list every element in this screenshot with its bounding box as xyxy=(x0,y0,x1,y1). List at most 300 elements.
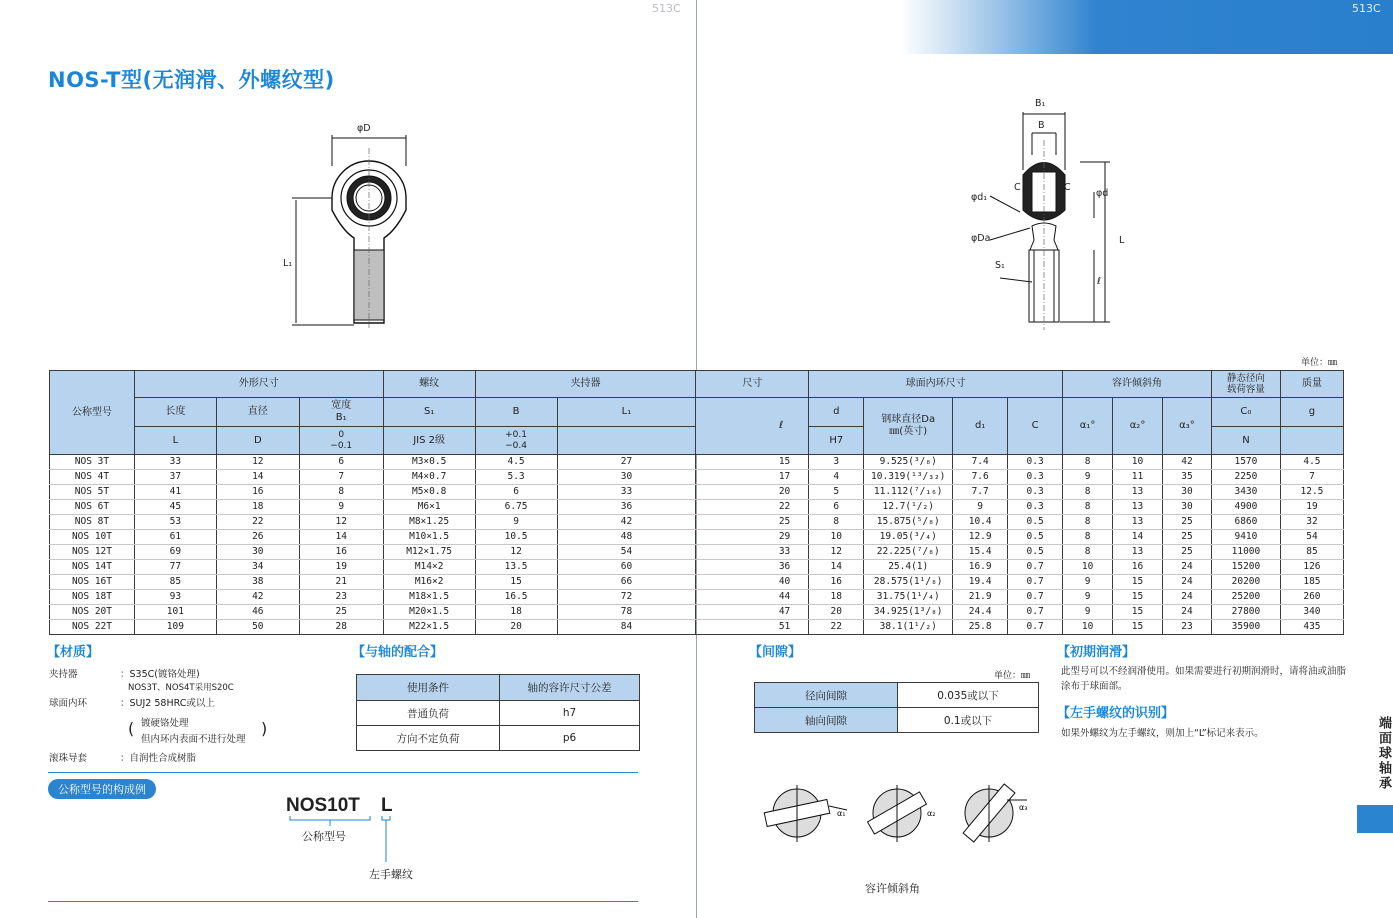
shaft-fit-header-tolerance: 轴的容许尺寸公差 xyxy=(500,675,640,701)
clearance-radial-label: 径向间隙 xyxy=(755,683,898,708)
label-L1: L₁ xyxy=(283,258,293,269)
model-example-pill: 公称型号的构成例 xyxy=(48,779,156,799)
value-cell: 33 xyxy=(557,485,696,500)
value-cell: 16 xyxy=(216,485,299,500)
value-cell: 25.8 xyxy=(953,620,1008,635)
value-cell: 10.4 xyxy=(953,515,1008,530)
value-cell: 24 xyxy=(1163,590,1212,605)
value-cell: 53 xyxy=(134,515,216,530)
value-cell: 15 xyxy=(1113,605,1163,620)
material-guide-label: 滚珠导套 xyxy=(49,753,88,764)
model-cell: NOS 10T xyxy=(50,530,135,545)
value-cell: 4900 xyxy=(1211,500,1280,515)
clearance-radial-value: 0.035或以下 xyxy=(898,683,1039,708)
sub-l: ℓ xyxy=(696,398,809,455)
value-cell: 3 xyxy=(809,455,864,470)
table-row xyxy=(50,515,1344,530)
value-cell: M16×2 xyxy=(383,575,475,590)
value-cell: 15 xyxy=(1113,590,1163,605)
value-cell: 66 xyxy=(557,575,696,590)
value-cell: M20×1.5 xyxy=(383,605,475,620)
value-cell: 13 xyxy=(1113,500,1163,515)
value-cell: 45 xyxy=(134,500,216,515)
unit-label: 单位：㎜ xyxy=(1301,358,1338,368)
col-thread: 螺纹 xyxy=(383,371,475,398)
value-cell: 85 xyxy=(134,575,216,590)
page-number-right: 513C xyxy=(1352,2,1381,15)
value-cell: M12×1.75 xyxy=(383,545,475,560)
value-cell: 25 xyxy=(299,605,383,620)
sub-B-tol: +0.1 −0.4 xyxy=(475,427,557,455)
lubrication-text: 此型号可以不经润滑使用。如果需要进行初期润滑时，请将油或油脂涂布于球面部。 xyxy=(1061,666,1347,692)
value-cell: M18×1.5 xyxy=(383,590,475,605)
material-ring-note1: 镀硬铬处理 xyxy=(141,718,189,729)
value-cell: 16.5 xyxy=(475,590,557,605)
tilt-angle-diagram xyxy=(757,780,1047,850)
value-cell: 22.225(⁷/₈) xyxy=(864,545,953,560)
value-cell: 2250 xyxy=(1211,470,1280,485)
value-cell: 42 xyxy=(216,590,299,605)
value-cell: 101 xyxy=(134,605,216,620)
value-cell: 8 xyxy=(1063,500,1113,515)
clearance-table xyxy=(754,682,1039,733)
value-cell: 19 xyxy=(299,560,383,575)
value-cell: 24 xyxy=(1163,560,1212,575)
clearance-axial-value: 0.1或以下 xyxy=(898,708,1039,733)
value-cell: 27800 xyxy=(1211,605,1280,620)
value-cell: 126 xyxy=(1280,560,1343,575)
model-cell: NOS 3T xyxy=(50,455,135,470)
value-cell: 9 xyxy=(953,500,1008,515)
value-cell: 25.4(1) xyxy=(864,560,953,575)
value-cell: 0.5 xyxy=(1008,545,1063,560)
rod-end-side-drawing xyxy=(960,100,1140,335)
value-cell: 51 xyxy=(696,620,809,635)
label-D: φD xyxy=(357,123,371,134)
value-cell: 15 xyxy=(1113,575,1163,590)
table-row xyxy=(50,530,1344,545)
col-mass: 质量 xyxy=(1280,371,1343,398)
value-cell: 13 xyxy=(1113,545,1163,560)
value-cell: 0.3 xyxy=(1008,455,1063,470)
section-rule-bottom xyxy=(48,901,638,902)
value-cell: 84 xyxy=(557,620,696,635)
shaft-fit-cell: p6 xyxy=(500,726,640,751)
paren-right: ) xyxy=(261,719,268,738)
value-cell: 0.7 xyxy=(1008,590,1063,605)
value-cell: 24.4 xyxy=(953,605,1008,620)
value-cell: 50 xyxy=(216,620,299,635)
label-C-left: C xyxy=(1014,182,1021,193)
value-cell: 40 xyxy=(696,575,809,590)
paren-left: ( xyxy=(128,719,135,738)
value-cell: 30 xyxy=(557,470,696,485)
value-cell: 14 xyxy=(809,560,864,575)
material-ring-value: ：SUJ2 58HRC或以上 xyxy=(120,698,215,709)
value-cell: 6 xyxy=(299,455,383,470)
model-cell: NOS 4T xyxy=(50,470,135,485)
clearance-heading: 【间隙】 xyxy=(749,645,802,660)
value-cell: 11.112(⁷/₁₆) xyxy=(864,485,953,500)
value-cell: 16 xyxy=(1113,560,1163,575)
value-cell: 15 xyxy=(475,575,557,590)
value-cell: 10 xyxy=(1063,620,1113,635)
sub-width: 宽度 B₁ xyxy=(299,398,383,427)
model-example-label-left: 左手螺纹 xyxy=(369,868,413,881)
value-cell: 8 xyxy=(809,515,864,530)
value-cell: 12 xyxy=(809,545,864,560)
sub-L1: L₁ xyxy=(557,398,696,427)
value-cell: 1570 xyxy=(1211,455,1280,470)
material-holder-value: ：S35C(镀铬处理) xyxy=(120,669,200,680)
value-cell: 22 xyxy=(216,515,299,530)
value-cell: 14 xyxy=(216,470,299,485)
tilt-label-a2: α₂ xyxy=(927,809,936,818)
sub-a3: α₃° xyxy=(1163,398,1212,455)
clearance-unit: 单位：㎜ xyxy=(994,671,1031,681)
value-cell: 12.9 xyxy=(953,530,1008,545)
label-d1: φd₁ xyxy=(971,192,988,203)
value-cell: 15200 xyxy=(1211,560,1280,575)
model-example-suffix: L xyxy=(381,795,393,816)
col-outer-dimensions: 外形尺寸 xyxy=(134,371,383,398)
sub-B1-tol: 0 −0.1 xyxy=(299,427,383,455)
value-cell: 6860 xyxy=(1211,515,1280,530)
value-cell: 35900 xyxy=(1211,620,1280,635)
value-cell: 16 xyxy=(299,545,383,560)
material-ring-label: 球面内环 xyxy=(49,698,88,709)
value-cell: 13.5 xyxy=(475,560,557,575)
sub-jis: JIS 2级 xyxy=(383,427,475,455)
label-B: B xyxy=(1038,120,1045,131)
value-cell: 0.3 xyxy=(1008,500,1063,515)
value-cell: 9 xyxy=(1063,605,1113,620)
value-cell: 6.75 xyxy=(475,500,557,515)
tilt-label-a3: α₃ xyxy=(1019,803,1028,812)
value-cell: 6 xyxy=(809,500,864,515)
value-cell: 13 xyxy=(1113,485,1163,500)
label-d: φd xyxy=(1096,188,1109,199)
value-cell: 0.7 xyxy=(1008,605,1063,620)
label-Da: φDa xyxy=(971,233,991,244)
side-tab: 端面球轴承 xyxy=(1376,716,1391,791)
value-cell: 0.7 xyxy=(1008,560,1063,575)
label-S1: S₁ xyxy=(995,260,1005,271)
value-cell: 23 xyxy=(1163,620,1212,635)
value-cell: 11000 xyxy=(1211,545,1280,560)
value-cell: 36 xyxy=(557,500,696,515)
value-cell: M3×0.5 xyxy=(383,455,475,470)
sub-a2: α₂° xyxy=(1113,398,1163,455)
value-cell: 0.3 xyxy=(1008,470,1063,485)
value-cell: 4.5 xyxy=(475,455,557,470)
value-cell: 20 xyxy=(809,605,864,620)
page-number-left: 513C xyxy=(652,2,681,15)
value-cell: 28 xyxy=(299,620,383,635)
value-cell: 72 xyxy=(557,590,696,605)
value-cell: 46 xyxy=(216,605,299,620)
value-cell: 25200 xyxy=(1211,590,1280,605)
value-cell: 0.7 xyxy=(1008,620,1063,635)
value-cell: 30 xyxy=(216,545,299,560)
col-size: 尺寸 xyxy=(696,371,809,398)
value-cell: 435 xyxy=(1280,620,1343,635)
table-row xyxy=(50,620,1344,635)
value-cell: 16 xyxy=(809,575,864,590)
sub-Cs: C₀ xyxy=(1211,398,1280,427)
value-cell: 42 xyxy=(1163,455,1212,470)
value-cell: 24 xyxy=(1163,575,1212,590)
shaft-fit-table xyxy=(356,674,640,751)
label-L: L xyxy=(1119,235,1125,246)
model-cell: NOS 5T xyxy=(50,485,135,500)
value-cell: 30 xyxy=(1163,500,1212,515)
value-cell: 0.3 xyxy=(1008,485,1063,500)
value-cell: 0.5 xyxy=(1008,515,1063,530)
material-guide-value: ：自润性合成树脂 xyxy=(120,753,197,764)
value-cell: 41 xyxy=(134,485,216,500)
value-cell: 4 xyxy=(809,470,864,485)
sub-N: N xyxy=(1211,427,1280,455)
model-cell: NOS 20T xyxy=(50,605,135,620)
value-cell: 340 xyxy=(1280,605,1343,620)
value-cell: 5 xyxy=(809,485,864,500)
sub-D: D xyxy=(216,427,299,455)
value-cell: 9 xyxy=(1063,590,1113,605)
value-cell: 25 xyxy=(1163,515,1212,530)
lubrication-heading: 【初期润滑】 xyxy=(1057,645,1136,660)
table-row xyxy=(50,590,1344,605)
value-cell: 54 xyxy=(557,545,696,560)
value-cell: 260 xyxy=(1280,590,1343,605)
value-cell: 22 xyxy=(809,620,864,635)
value-cell: 14 xyxy=(299,530,383,545)
sub-diameter: 直径 xyxy=(216,398,299,427)
value-cell: 12 xyxy=(299,515,383,530)
value-cell: 34.925(1³/₈) xyxy=(864,605,953,620)
value-cell: 26 xyxy=(216,530,299,545)
value-cell: 24 xyxy=(1163,605,1212,620)
material-heading: 【材质】 xyxy=(47,645,100,660)
value-cell: 21.9 xyxy=(953,590,1008,605)
model-cell: NOS 22T xyxy=(50,620,135,635)
shaft-fit-cell: 普通负荷 xyxy=(357,701,500,726)
value-cell: 17 xyxy=(696,470,809,485)
value-cell: 15 xyxy=(696,455,809,470)
shaft-fit-cell: 方向不定负荷 xyxy=(357,726,500,751)
sub-g: g xyxy=(1280,398,1343,427)
value-cell: 25 xyxy=(1163,545,1212,560)
sub-L1-empty xyxy=(557,427,696,455)
sub-L: L xyxy=(134,427,216,455)
sub-d1: d₁ xyxy=(953,398,1008,455)
value-cell: 10.5 xyxy=(475,530,557,545)
value-cell: M22×1.5 xyxy=(383,620,475,635)
value-cell: 8 xyxy=(1063,455,1113,470)
label-B1: B₁ xyxy=(1035,98,1046,109)
page-title: NOS-T型(无润滑、外螺纹型) xyxy=(48,68,335,92)
value-cell: 10 xyxy=(1113,455,1163,470)
value-cell: 8 xyxy=(1063,530,1113,545)
sub-a1: α₁° xyxy=(1063,398,1113,455)
value-cell: 20 xyxy=(475,620,557,635)
model-cell: NOS 14T xyxy=(50,560,135,575)
table-row xyxy=(50,575,1344,590)
value-cell: 18 xyxy=(475,605,557,620)
value-cell: 37 xyxy=(134,470,216,485)
value-cell: 29 xyxy=(696,530,809,545)
specification-table xyxy=(49,370,1344,635)
value-cell: 6 xyxy=(475,485,557,500)
value-cell: 12 xyxy=(475,545,557,560)
value-cell: 7 xyxy=(299,470,383,485)
value-cell: 9410 xyxy=(1211,530,1280,545)
material-ring-note2: 但内环内表面不进行处理 xyxy=(141,734,246,745)
value-cell: 15 xyxy=(1113,620,1163,635)
value-cell: 85 xyxy=(1280,545,1343,560)
col-load: 静态径向 载荷容量 xyxy=(1211,371,1280,398)
value-cell: M8×1.25 xyxy=(383,515,475,530)
value-cell: 36 xyxy=(696,560,809,575)
value-cell: 20200 xyxy=(1211,575,1280,590)
value-cell: 21 xyxy=(299,575,383,590)
value-cell: 12.7(¹/₂) xyxy=(864,500,953,515)
sub-g-empty xyxy=(1280,427,1343,455)
value-cell: 47 xyxy=(696,605,809,620)
shaft-fit-heading: 【与轴的配合】 xyxy=(352,645,444,660)
value-cell: 32 xyxy=(1280,515,1343,530)
value-cell: 77 xyxy=(134,560,216,575)
value-cell: 38.1(1¹/₂) xyxy=(864,620,953,635)
table-row xyxy=(50,545,1344,560)
value-cell: 18 xyxy=(216,500,299,515)
value-cell: 11 xyxy=(1113,470,1163,485)
value-cell: 22 xyxy=(696,500,809,515)
value-cell: 60 xyxy=(557,560,696,575)
value-cell: 4.5 xyxy=(1280,455,1343,470)
value-cell: 28.575(1¹/₈) xyxy=(864,575,953,590)
value-cell: 12.5 xyxy=(1280,485,1343,500)
model-cell: NOS 12T xyxy=(50,545,135,560)
value-cell: 18 xyxy=(809,590,864,605)
value-cell: 14 xyxy=(1113,530,1163,545)
value-cell: 20 xyxy=(696,485,809,500)
table-row xyxy=(50,500,1344,515)
material-holder-note: NOS3T、NOS4T采用S20C xyxy=(128,683,234,693)
value-cell: 69 xyxy=(134,545,216,560)
value-cell: M4×0.7 xyxy=(383,470,475,485)
shaft-fit-header-condition: 使用条件 xyxy=(357,675,500,701)
side-tab-marker xyxy=(1357,805,1393,833)
label-l: ℓ xyxy=(1097,276,1101,287)
model-example-label-model: 公称型号 xyxy=(302,830,346,843)
value-cell: 5.3 xyxy=(475,470,557,485)
value-cell: 33 xyxy=(696,545,809,560)
value-cell: 12 xyxy=(216,455,299,470)
value-cell: 9 xyxy=(475,515,557,530)
value-cell: 9 xyxy=(1063,575,1113,590)
value-cell: M10×1.5 xyxy=(383,530,475,545)
value-cell: 25 xyxy=(1163,530,1212,545)
value-cell: 34 xyxy=(216,560,299,575)
table-row xyxy=(50,560,1344,575)
value-cell: M6×1 xyxy=(383,500,475,515)
value-cell: 19 xyxy=(1280,500,1343,515)
value-cell: 48 xyxy=(557,530,696,545)
value-cell: 44 xyxy=(696,590,809,605)
value-cell: 19.4 xyxy=(953,575,1008,590)
value-cell: 93 xyxy=(134,590,216,605)
material-holder-label: 夹持器 xyxy=(49,669,78,680)
col-holder: 夹持器 xyxy=(475,371,696,398)
sub-C: C xyxy=(1008,398,1063,455)
shaft-fit-cell: h7 xyxy=(500,701,640,726)
table-row xyxy=(50,455,1344,470)
value-cell: 15.875(⁵/₈) xyxy=(864,515,953,530)
tilt-label-a1: α₁ xyxy=(837,809,846,818)
value-cell: 109 xyxy=(134,620,216,635)
value-cell: 78 xyxy=(557,605,696,620)
value-cell: 33 xyxy=(134,455,216,470)
sub-length: 长度 xyxy=(134,398,216,427)
col-model: 公称型号 xyxy=(50,371,135,455)
table-row xyxy=(50,605,1344,620)
value-cell: 9 xyxy=(1063,470,1113,485)
value-cell: M5×0.8 xyxy=(383,485,475,500)
value-cell: 9.525(³/₈) xyxy=(864,455,953,470)
left-thread-heading: 【左手螺纹的识别】 xyxy=(1057,706,1175,721)
value-cell: 7.4 xyxy=(953,455,1008,470)
sub-Da: 钢球直径Da ㎜(英寸) xyxy=(864,398,953,455)
value-cell: 25 xyxy=(696,515,809,530)
model-cell: NOS 8T xyxy=(50,515,135,530)
value-cell: 61 xyxy=(134,530,216,545)
col-inner-ring: 球面内环尺寸 xyxy=(809,371,1063,398)
value-cell: 3430 xyxy=(1211,485,1280,500)
model-cell: NOS 16T xyxy=(50,575,135,590)
table-row xyxy=(50,470,1344,485)
value-cell: 16.9 xyxy=(953,560,1008,575)
tilt-caption: 容许倾斜角 xyxy=(865,882,920,895)
value-cell: 42 xyxy=(557,515,696,530)
value-cell: 35 xyxy=(1163,470,1212,485)
value-cell: 15.4 xyxy=(953,545,1008,560)
value-cell: 8 xyxy=(1063,515,1113,530)
value-cell: 30 xyxy=(1163,485,1212,500)
sub-H7: H7 xyxy=(809,427,864,455)
value-cell: 13 xyxy=(1113,515,1163,530)
value-cell: 8 xyxy=(1063,545,1113,560)
value-cell: 31.75(1¹/₄) xyxy=(864,590,953,605)
left-thread-text: 如果外螺纹为左手螺纹，则加上“L”标记来表示。 xyxy=(1061,728,1264,739)
value-cell: 0.7 xyxy=(1008,575,1063,590)
sub-d: d xyxy=(809,398,864,427)
rod-end-front-drawing xyxy=(270,118,420,333)
model-cell: NOS 6T xyxy=(50,500,135,515)
value-cell: 27 xyxy=(557,455,696,470)
value-cell: 54 xyxy=(1280,530,1343,545)
header-band xyxy=(900,0,1393,54)
col-tilt: 容许倾斜角 xyxy=(1063,371,1212,398)
section-rule xyxy=(48,772,638,773)
value-cell: 0.5 xyxy=(1008,530,1063,545)
value-cell: 8 xyxy=(1063,485,1113,500)
sub-S1: S₁ xyxy=(383,398,475,427)
value-cell: 38 xyxy=(216,575,299,590)
value-cell: 23 xyxy=(299,590,383,605)
clearance-axial-label: 轴向间隙 xyxy=(755,708,898,733)
value-cell: 7 xyxy=(1280,470,1343,485)
